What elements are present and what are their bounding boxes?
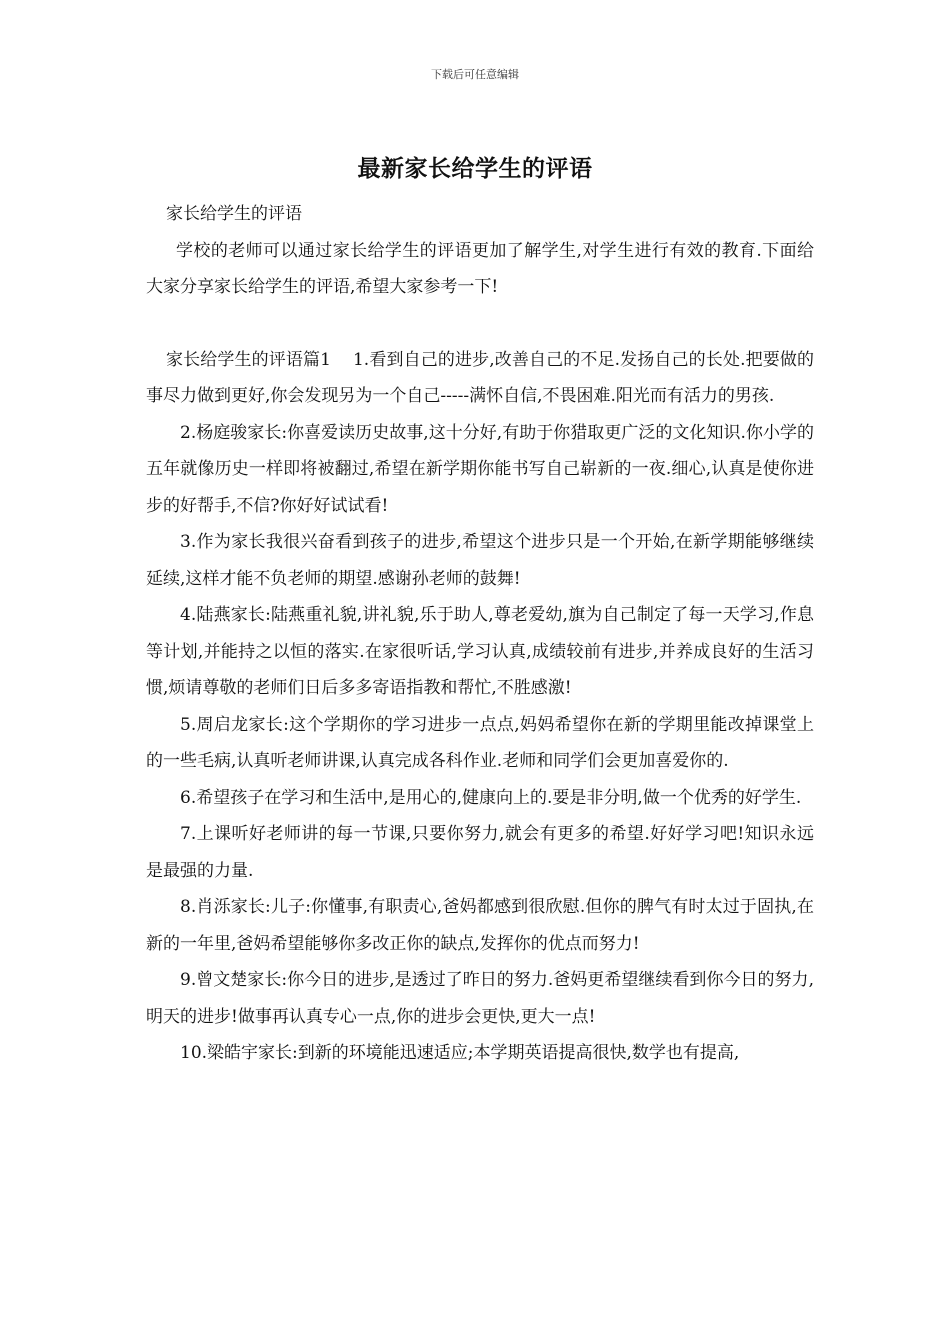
document-body xyxy=(146,196,814,1072)
comment-item-8: 8.肖泺家长:儿子:你懂事,有职责心,爸妈都感到很欣慰.但你的脾气有时太过于固执,在新的一年里,爸妈希望能够你多改正你的缺点,发挥你的优点而努力! xyxy=(146,897,814,954)
comment-item-10: 10.梁皓宇家长:到新的环境能迅速适应;本学期英语提高很快,数学也有提高, xyxy=(180,1043,740,1063)
blank-line xyxy=(146,306,814,342)
comment-item-3: 3.作为家长我很兴奋看到孩子的进步,希望这个进步只是一个开始,在新学期能够继续延续,这样才能不负老师的期望.感谢孙老师的鼓舞! xyxy=(146,532,814,589)
header-note: 下载后可任意编辑 xyxy=(431,68,519,81)
section-paragraph-1 xyxy=(146,342,814,415)
comment-item-5: 5.周启龙家长:这个学期你的学习进步一点点,妈妈希望你在新的学期里能改掉课堂上的一些毛病,认真听老师讲课,认真完成各科作业.老师和同学们会更加喜爱你的. xyxy=(146,714,814,771)
intro-paragraph: 学校的老师可以通过家长给学生的评语更加了解学生,对学生进行有效的教育.下面给大家分享家长给学生的评语,希望大家参考一下! xyxy=(146,240,814,297)
comment-item-7: 7.上课听好老师讲的每一节课,只要你努力,就会有更多的希望.好好学习吧!知识永远是最强的力量. xyxy=(146,824,814,881)
comment-item-6: 6.希望孩子在学习和生活中,是用心的,健康向上的.要是非分明,做一个优秀的好学生. xyxy=(180,787,802,808)
comment-item-4: 4.陆燕家长:陆燕重礼貌,讲礼貌,乐于助人,尊老爱幼,旗为自己制定了每一天学习,作息等计划,并能持之以恒的落实.在家很听话,学习认真,成绩较前有进步,并养成良好的生活习惯,烦请尊敬的老师们日后多多寄语指教和帮忙,不胜感激! xyxy=(146,605,814,698)
comment-item-1: 1.看到自己的进步,改善自己的不足.发扬自己的长处.把要做的事尽力做到更好,你会发现另为一个自己-----满怀自信,不畏困难.阳光而有活力的男孩. xyxy=(146,349,814,406)
comment-item-2: 2.杨庭骏家长:你喜爱读历史故事,这十分好,有助于你猎取更广泛的文化知识.你小学的五年就像历史一样即将被翻过,希望在新学期你能书写自己崭新的一夜.细心,认真是使你进步的好帮手,不信?你好好试试看! xyxy=(146,422,814,516)
document-subtitle: 家长给学生的评语 xyxy=(166,204,302,224)
document-title: 最新家长给学生的评语 xyxy=(357,155,593,182)
section-heading: 家长给学生的评语篇1 xyxy=(166,349,331,370)
comment-item-9: 9.曾文楚家长:你今日的进步,是透过了昨日的努力.爸妈更希望继续看到你今日的努力,明天的进步!做事再认真专心一点,你的进步会更快,更大一点! xyxy=(146,970,814,1027)
